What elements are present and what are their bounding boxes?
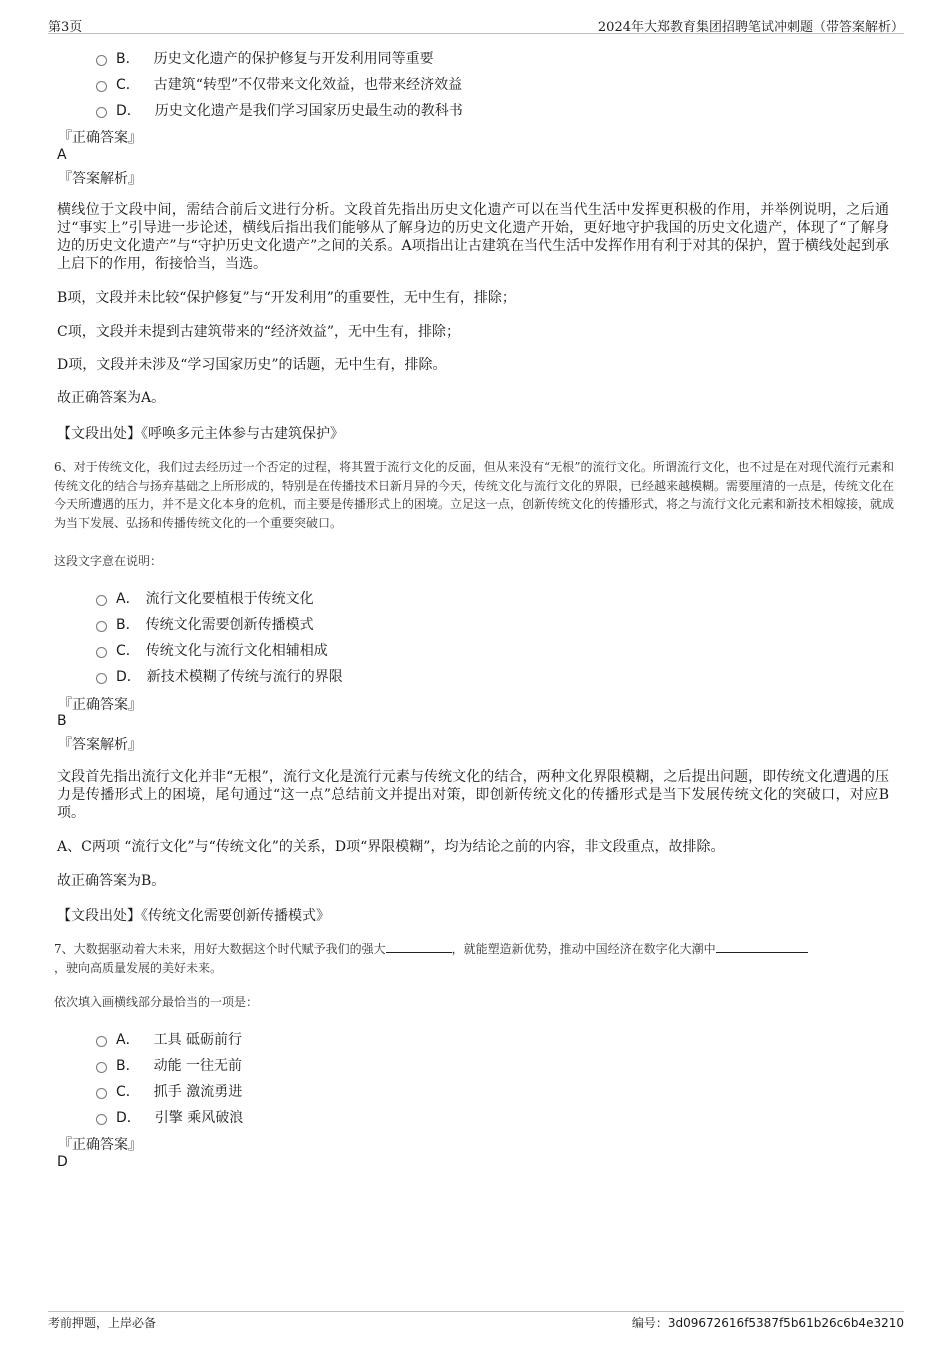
option-letter: B． [116,1058,140,1074]
q5-correct-answer-label: 『正确答案』 [58,130,142,146]
radio-icon[interactable] [96,1036,107,1047]
q7-option-d[interactable] [96,1107,243,1127]
option-text: 流行文化要植根于传统文化 [145,591,314,607]
document-code-label: 编号： [631,1316,668,1330]
radio-icon[interactable] [96,1114,107,1125]
q5-analysis-paragraph: 横线位于文段中间，需结合前后文进行分析。文段首先指出历史文化遗产可以在当代生活中发挥更积极的作用，并举例说明，之后通过“事实上”引导进一步论述，横线后指出我们能够从了解身边的历史文化遗产开始，更好地守护我国的历史文化遗产，体现了“了解身边的历史文化遗产”与“守护历史文化遗产”之间的关系。A项指出让古建筑在当代生活中发挥作用有利于对其的保护，置于横线处起到承上启下的作用，衔接恰当，当选。 [57,202,889,272]
q7-stem-part3: ，驶向高质量发展的美好未来。 [54,960,223,975]
q6-option-b[interactable] [96,614,314,634]
option-letter: D． [116,669,141,685]
document-code [632,1314,904,1331]
q6-option-c[interactable] [96,640,328,660]
q6-option-d[interactable] [96,666,343,686]
q6-stem: 6、对于传统文化，我们过去经历过一个否定的过程，将其置于流行文化的反面，但从来没有“无根”的流行文化。所谓流行文化，也不过是在对现代流行元素和传统文化的结合与扬弃基础之上所形成的，特别是在传播技术日新月异的今天，传统文化与流行文化的界限，已经越来越模糊。需要厘清的一点是，传统文化在今天所遭遇的压力，并不是文化本身的危机，而主要是传播形式上的困境。立足这一点，创新传统文化的传播形式，将之与流行文化元素和新技术相嫁接，就成为当下发展、弘扬和传播传统文化的一个重要突破口。 [54,460,895,530]
option-letter: C． [116,643,140,659]
q7-prompt: 依次填入画横线部分最恰当的一项是： [54,995,259,1009]
q6-answer: B [57,713,67,729]
q6-analysis-label: 『答案解析』 [58,737,142,753]
option-text: 新技术模糊了传统与流行的界限 [146,669,343,685]
q6-option-a[interactable] [96,588,314,608]
q5-source: 【文段出处】《呼唤多元主体参与古建筑保护》 [57,426,344,442]
q6-source: 【文段出处】《传统文化需要创新传播模式》 [57,908,330,924]
q5-answer: A [57,147,67,163]
radio-icon[interactable] [96,673,107,684]
option-letter: C． [116,77,140,93]
option-letter: A． [116,1032,140,1048]
q5-option-d[interactable] [96,100,463,120]
radio-icon[interactable] [96,647,107,658]
option-letter: D． [116,1110,141,1126]
radio-icon[interactable] [96,107,107,118]
option-text: 古建筑“转型”不仅带来文化效益，也带来经济效益 [153,77,463,93]
option-letter: B． [116,51,140,67]
q7-answer: D [57,1154,68,1170]
q7-stem [54,940,894,977]
q7-stem-part1: 7、大数据驱动着大未来，用好大数据这个时代赋予我们的强大 [54,942,386,956]
document-title: 2024年大郑教育集团招聘笔试冲刺题（带答案解析） [597,20,904,35]
option-letter: D． [116,103,141,119]
radio-icon[interactable] [96,81,107,92]
option-letter: A． [116,591,140,607]
q6-analysis-paragraph: 文段首先指出流行文化并非“无根”，流行文化是流行元素与传统文化的结合，两种文化界限模糊，之后提出问题，即传统文化遭遇的压力是传播形式上的困境，尾句通过“这一点”总结前文并提出对策，即创新传统文化的传播形式是当下发展传统文化的突破口，对应B项。 [57,769,889,821]
q7-option-b[interactable] [96,1055,242,1075]
header-divider [48,33,904,34]
q5-analysis-label: 『答案解析』 [58,171,142,187]
page-number: 第3页 [48,20,83,35]
radio-icon[interactable] [96,1062,107,1073]
q7-blank-1 [386,940,452,953]
radio-icon[interactable] [96,1088,107,1099]
q6-conclusion: 故正确答案为B。 [57,873,166,889]
option-text: 历史文化遗产是我们学习国家历史最生动的教科书 [154,103,463,119]
q6-analysis-exclusion: A、C两项 “流行文化”与“传统文化”的关系，D项“界限模糊”，均为结论之前的内容，非文段重点，故排除。 [57,839,725,855]
option-text: 动能 一往无前 [153,1058,243,1074]
option-text: 历史文化遗产的保护修复与开发利用同等重要 [153,51,434,67]
q6-correct-answer-label: 『正确答案』 [58,697,142,713]
radio-icon[interactable] [96,55,107,66]
q5-analysis-d: D项，文段并未涉及“学习国家历史”的话题，无中生有，排除。 [57,357,447,373]
q7-correct-answer-label: 『正确答案』 [58,1137,142,1153]
q5-option-b[interactable] [96,48,434,68]
option-text: 传统文化与流行文化相辅相成 [145,643,328,659]
option-text: 工具 砥砺前行 [153,1032,243,1048]
radio-icon[interactable] [96,621,107,632]
q7-stem-part2: ，就能塑造新优势，推动中国经济在数字化大潮中 [451,942,716,956]
option-text: 引擎 乘风破浪 [154,1110,244,1126]
q7-option-a[interactable] [96,1029,242,1049]
option-text: 抓手 激流勇进 [153,1084,243,1100]
footer-divider [48,1311,904,1312]
q5-analysis-c: C项，文段并未提到古建筑带来的“经济效益”，无中生有，排除； [57,324,461,340]
document-code-value: 3d09672616f5387f5b61b26c6b4e3210 [667,1316,904,1330]
q5-analysis-b: B项，文段并未比较“保护修复”与“开发利用”的重要性，无中生有，排除； [57,290,516,306]
q5-conclusion: 故正确答案为A。 [57,390,166,406]
footer-slogan: 考前押题，上岸必备 [48,1316,157,1330]
radio-icon[interactable] [96,595,107,606]
option-letter: B． [116,617,140,633]
q5-option-c[interactable] [96,74,462,94]
option-letter: C． [116,1084,140,1100]
option-text: 传统文化需要创新传播模式 [145,617,314,633]
q6-prompt: 这段文字意在说明： [54,554,163,568]
q7-blank-2 [716,940,808,953]
q7-option-c[interactable] [96,1081,242,1101]
